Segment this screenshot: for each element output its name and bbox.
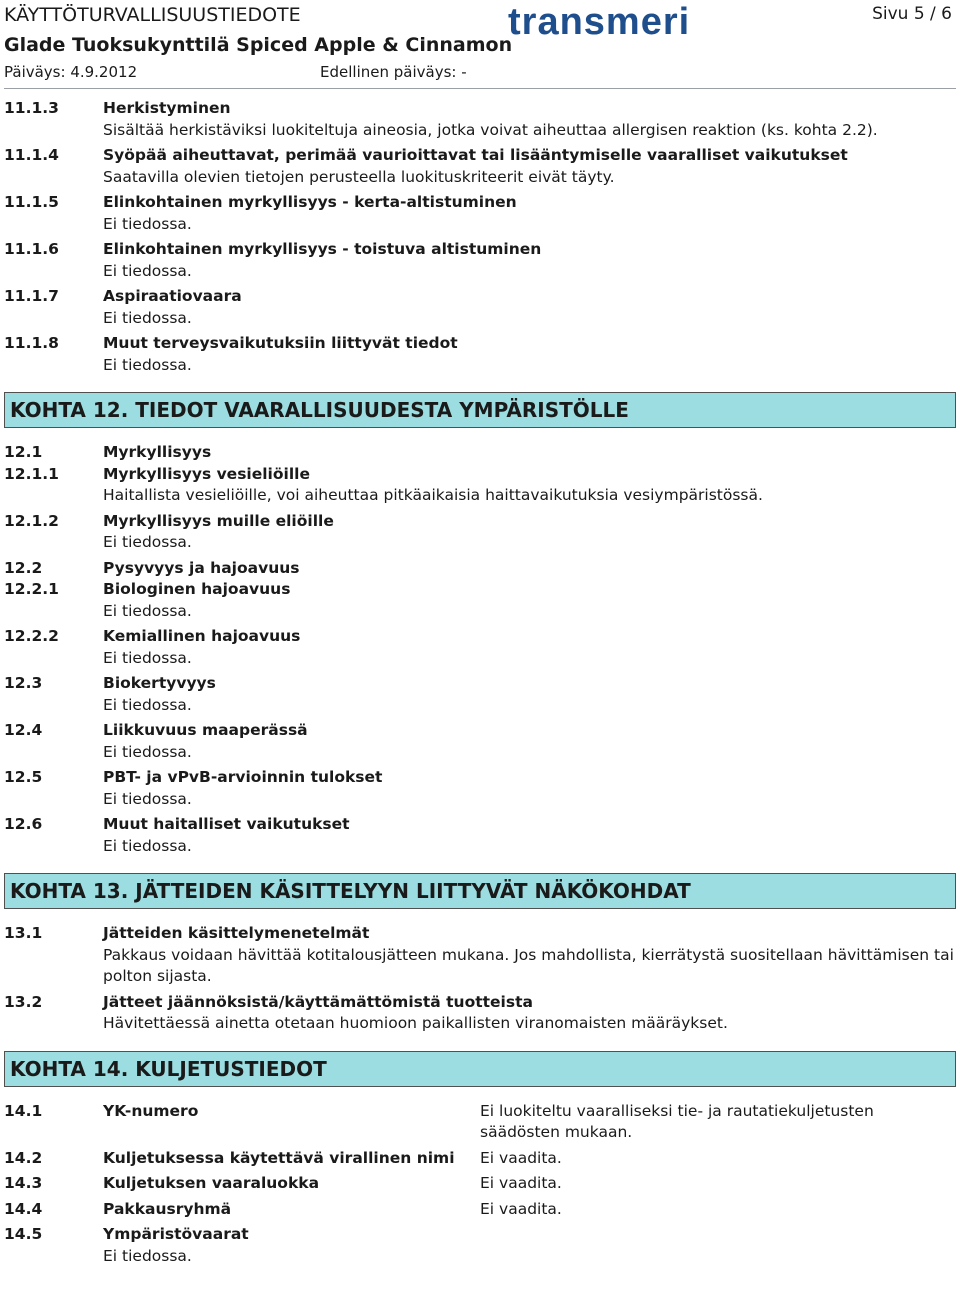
item-number: 11.1.8 bbox=[4, 334, 59, 352]
item-title: Biologinen hajoavuus bbox=[103, 580, 291, 598]
item-text: Sisältää herkistäviksi luokiteltuja aineosia, jotka voivat aiheuttaa allergisen reaktion (ks. kohta 2.2). bbox=[103, 120, 878, 139]
item-text: Ei tiedossa. bbox=[103, 261, 192, 280]
item-text: Ei tiedossa. bbox=[103, 742, 192, 761]
item-title: Myrkyllisyys vesieliöille bbox=[103, 464, 310, 483]
item-number: 12.1 bbox=[4, 443, 43, 461]
item-text: Ei tiedossa. bbox=[103, 308, 192, 327]
item-number: 12.3 bbox=[4, 674, 43, 692]
item-title: Syöpää aiheuttavat, perimää vaurioittavat tai lisääntymiselle vaaralliset vaikutukset bbox=[103, 146, 848, 164]
item-text: Ei tiedossa. bbox=[103, 533, 192, 551]
section-13-heading: KOHTA 13. JÄTTEIDEN KÄSITTELYYN LIITTYVÄT NÄKÖKOHDAT bbox=[4, 873, 956, 909]
section-12-items bbox=[4, 442, 956, 857]
item-text: Ei tiedossa. bbox=[103, 1246, 192, 1265]
section-item bbox=[4, 673, 956, 716]
product-name: Glade Tuoksukynttilä Spiced Apple & Cinnamon bbox=[4, 34, 513, 56]
item-text: Ei tiedossa. bbox=[103, 836, 192, 855]
item-title: Muut haitalliset vaikutukset bbox=[103, 815, 350, 833]
section-item bbox=[4, 767, 956, 810]
item-title: Myrkyllisyys muille eliöille bbox=[103, 511, 334, 530]
item-number: 12.5 bbox=[4, 768, 43, 786]
item-value: Ei vaadita. bbox=[480, 1199, 562, 1218]
section-14-last-item bbox=[4, 1224, 956, 1267]
document-header bbox=[4, 0, 956, 86]
section-item bbox=[4, 98, 956, 141]
section-item bbox=[4, 992, 956, 1035]
item-text: Ei tiedossa. bbox=[103, 695, 192, 714]
section-item bbox=[4, 720, 956, 763]
header-divider bbox=[4, 88, 956, 89]
item-number: 12.2.1 bbox=[4, 580, 59, 598]
previous-date: Edellinen päiväys: - bbox=[320, 63, 467, 81]
item-title: Herkistyminen bbox=[103, 99, 231, 117]
section-item bbox=[4, 579, 956, 622]
item-number: 12.1.2 bbox=[4, 511, 59, 530]
section-14-heading: KOHTA 14. KULJETUSTIEDOT bbox=[4, 1051, 956, 1087]
item-text: Saatavilla olevien tietojen perusteella luokituskriteerit eivät täyty. bbox=[103, 167, 615, 186]
item-title: YK-numero bbox=[103, 1101, 199, 1120]
section-12-heading: KOHTA 12. TIEDOT VAARALLISUUDESTA YMPÄRISTÖLLE bbox=[4, 392, 956, 428]
section-item bbox=[4, 814, 956, 857]
section-11-items bbox=[4, 98, 956, 376]
item-number: 11.1.3 bbox=[4, 99, 59, 117]
item-number: 12.4 bbox=[4, 721, 43, 739]
item-title: Ympäristövaarat bbox=[103, 1225, 249, 1243]
item-number: 11.1.4 bbox=[4, 146, 59, 164]
section-item bbox=[4, 923, 956, 988]
item-title: Muut terveysvaikutuksiin liittyvät tiedot bbox=[103, 334, 458, 352]
item-number: 14.3 bbox=[4, 1174, 43, 1192]
section-item bbox=[4, 239, 956, 282]
transport-row bbox=[4, 1148, 956, 1170]
item-number: 14.2 bbox=[4, 1148, 43, 1167]
item-number: 14.5 bbox=[4, 1225, 43, 1243]
transport-row bbox=[4, 1173, 956, 1195]
item-number: 12.1.1 bbox=[4, 464, 59, 483]
item-title: Myrkyllisyys bbox=[103, 443, 212, 461]
document-body bbox=[4, 98, 956, 1267]
logo-text: transmeri bbox=[508, 2, 691, 42]
item-number: 12.2 bbox=[4, 558, 43, 577]
section-item bbox=[4, 558, 956, 580]
item-number: 13.1 bbox=[4, 924, 43, 942]
item-text: Ei tiedossa. bbox=[103, 648, 192, 667]
item-number: 11.1.7 bbox=[4, 287, 59, 305]
item-text: Hävitettäessä ainetta otetaan huomioon paikallisten viranomaisten määräykset. bbox=[103, 1014, 728, 1032]
item-title: Aspiraatiovaara bbox=[103, 287, 242, 305]
item-number: 12.2.2 bbox=[4, 627, 59, 645]
item-title: Jätteiden käsittelymenetelmät bbox=[103, 924, 370, 942]
item-title: Jätteet jäännöksistä/käyttämättömistä tuotteista bbox=[103, 992, 533, 1011]
issue-date: Päiväys: 4.9.2012 bbox=[4, 63, 138, 81]
item-value: Ei vaadita. bbox=[480, 1174, 562, 1192]
item-title: Elinkohtainen myrkyllisyys - kerta-altistuminen bbox=[103, 193, 517, 211]
item-title: Kuljetuksen vaaraluokka bbox=[103, 1174, 320, 1192]
section-item bbox=[4, 626, 956, 669]
item-number: 11.1.6 bbox=[4, 240, 59, 258]
item-text: Haitallista vesieliöille, voi aiheuttaa pitkäaikaisia haittavaikutuksia vesiympäristössä. bbox=[103, 486, 763, 504]
item-title: PBT- ja vPvB-arvioinnin tulokset bbox=[103, 768, 383, 786]
item-text: Ei tiedossa. bbox=[103, 601, 192, 620]
item-value: Ei vaadita. bbox=[480, 1148, 562, 1167]
item-title: Kemiallinen hajoavuus bbox=[103, 627, 301, 645]
item-value: Ei luokiteltu vaaralliseksi tie- ja rautatiekuljetusten säädösten mukaan. bbox=[480, 1101, 874, 1141]
section-13-items bbox=[4, 923, 956, 1035]
document-type: KÄYTTÖTURVALLISUUSTIEDOTE bbox=[4, 4, 301, 26]
item-title: Elinkohtainen myrkyllisyys - toistuva altistuminen bbox=[103, 240, 542, 258]
item-number: 12.6 bbox=[4, 815, 43, 833]
item-title: Pysyvyys ja hajoavuus bbox=[103, 558, 300, 577]
item-number: 14.4 bbox=[4, 1199, 43, 1218]
transport-row bbox=[4, 1199, 956, 1221]
section-item bbox=[4, 286, 956, 329]
transmeri-logo bbox=[508, 2, 732, 42]
item-text: Ei tiedossa. bbox=[103, 214, 192, 233]
item-text: Pakkaus voidaan hävittää kotitalousjätteen mukana. Jos mahdollista, kierrätystä suositellaan hävittämisen tai polton sijasta. bbox=[103, 945, 954, 985]
section-item bbox=[4, 192, 956, 235]
transport-row bbox=[4, 1101, 956, 1144]
item-title: Liikkuvuus maaperässä bbox=[103, 721, 308, 739]
item-number: 14.1 bbox=[4, 1101, 43, 1120]
section-item bbox=[4, 511, 956, 554]
section-item bbox=[4, 442, 956, 464]
item-text: Ei tiedossa. bbox=[103, 355, 192, 374]
section-14-items bbox=[4, 1101, 956, 1221]
section-item bbox=[4, 145, 956, 188]
item-title: Biokertyvyys bbox=[103, 674, 216, 692]
item-number: 11.1.5 bbox=[4, 193, 59, 211]
section-item bbox=[4, 333, 956, 376]
item-title: Kuljetuksessa käytettävä virallinen nimi bbox=[103, 1148, 455, 1167]
section-item bbox=[4, 464, 956, 507]
item-text: Ei tiedossa. bbox=[103, 789, 192, 808]
item-title: Pakkausryhmä bbox=[103, 1199, 232, 1218]
item-number: 13.2 bbox=[4, 992, 43, 1011]
page-number: Sivu 5 / 6 bbox=[872, 4, 952, 24]
